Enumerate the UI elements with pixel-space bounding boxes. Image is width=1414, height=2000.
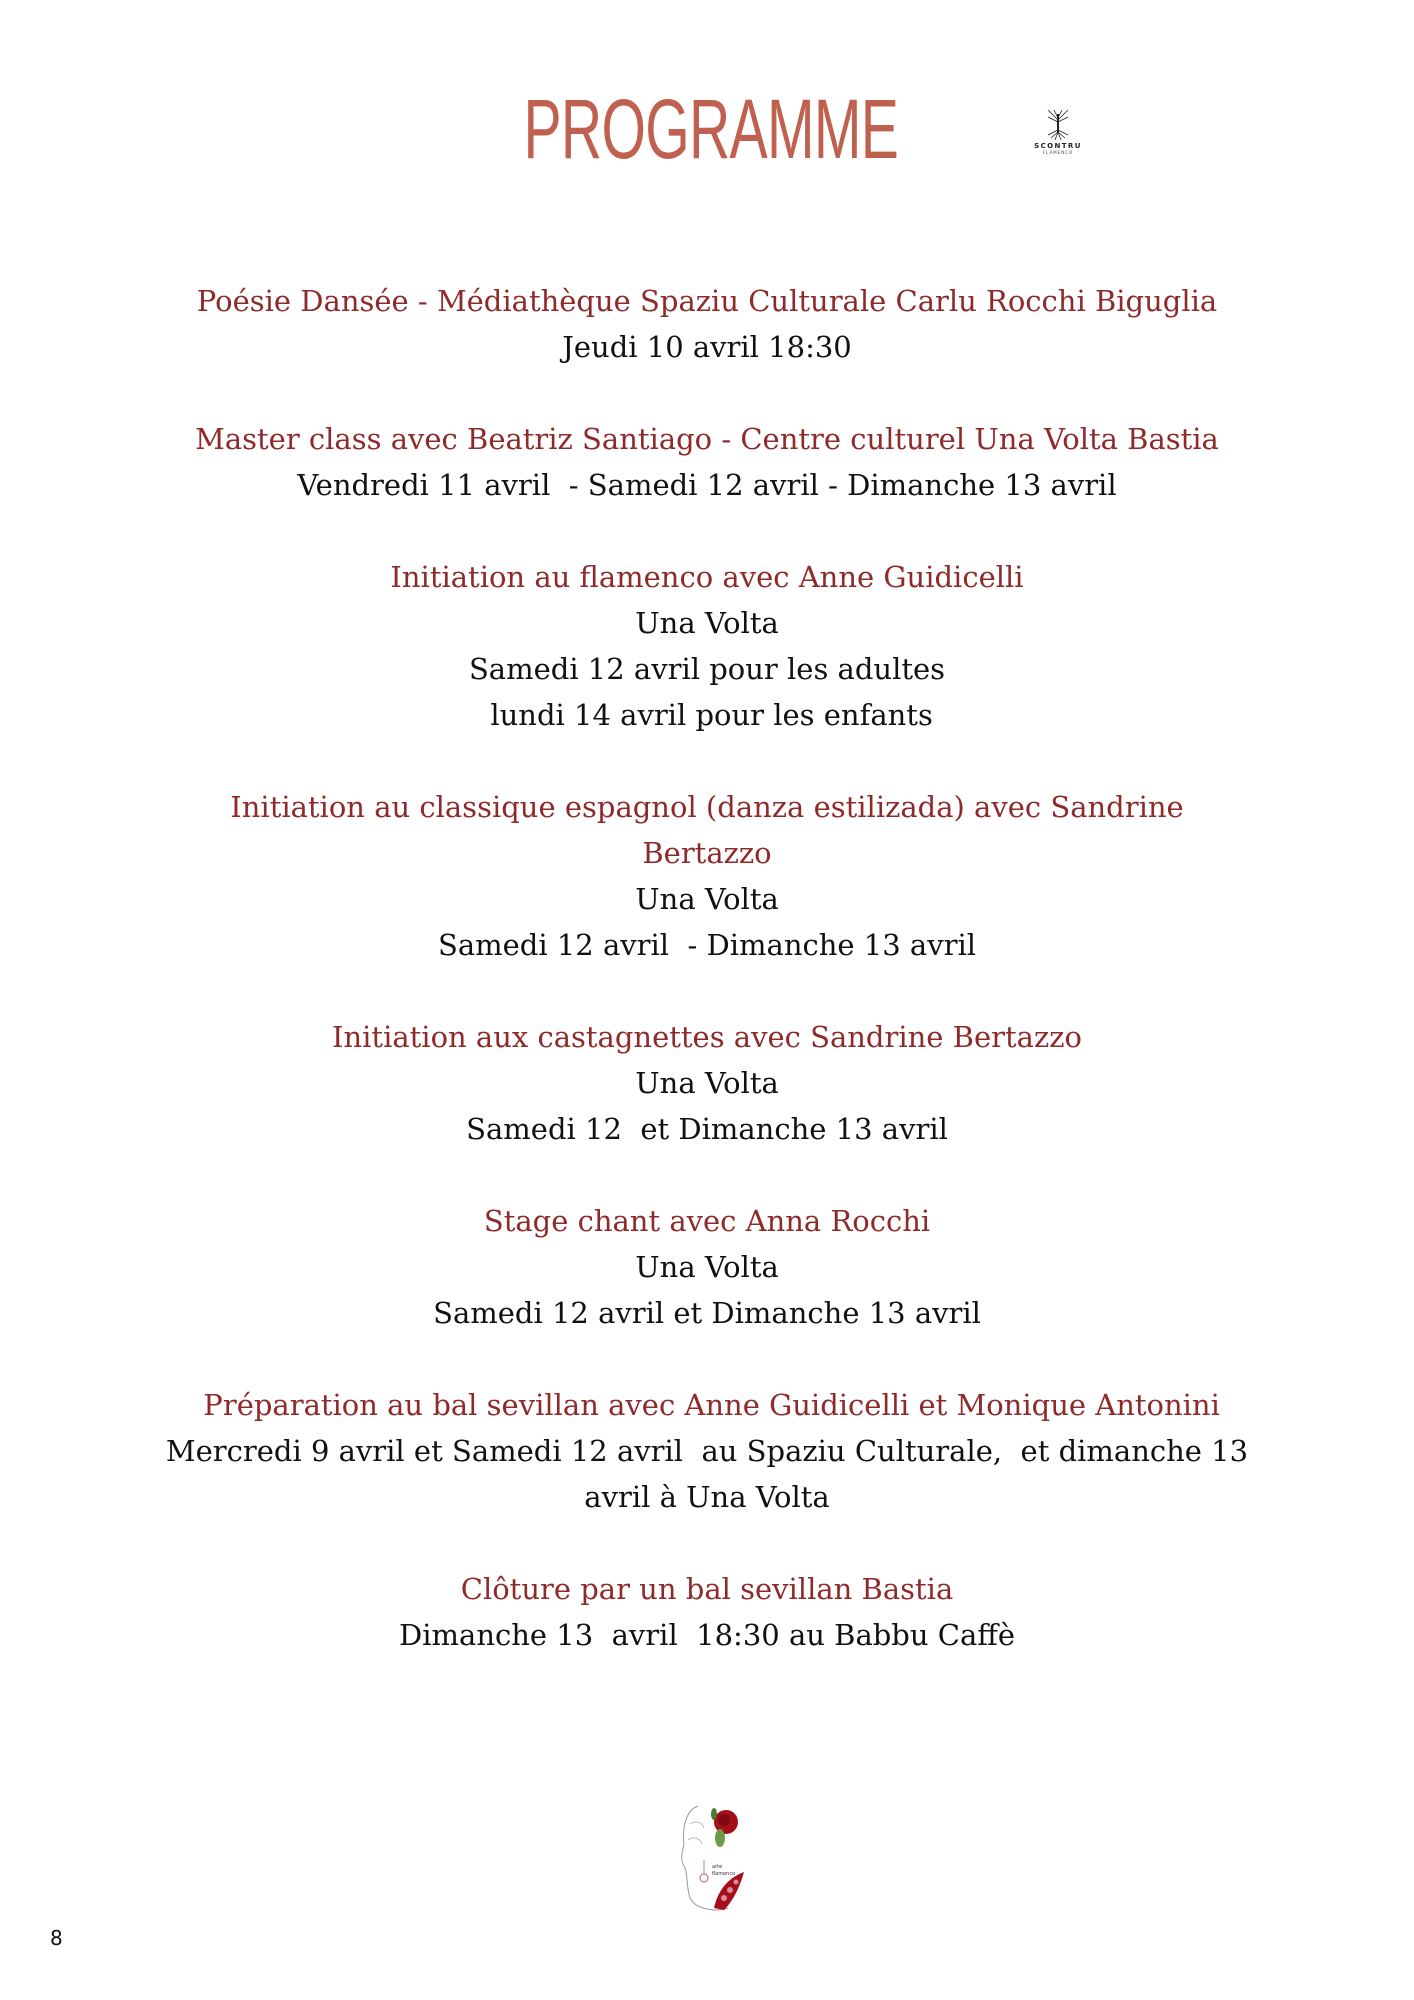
scontru-logo-name: SCONTRU	[1034, 142, 1082, 150]
event-title: Initiation au flamenco avec Anne Guidicelli	[390, 560, 1024, 594]
event-title: Poésie Dansée - Médiathèque Spaziu Culturale Carlu Rocchi Biguglia	[196, 284, 1218, 318]
programme-list	[100, 278, 1314, 1704]
programme-item	[100, 1014, 1314, 1152]
tree-icon	[1043, 108, 1073, 142]
logo-text: arte	[712, 1864, 723, 1870]
event-title: Préparation au bal sevillan avec Anne Guidicelli et Monique Antonini	[194, 1388, 1220, 1422]
event-detail: Samedi 12 avril - Dimanche 13 avril	[437, 928, 977, 962]
event-detail: lundi 14 avril pour les enfants	[481, 698, 933, 732]
scontru-logo	[1026, 108, 1090, 164]
event-title-continued: Bertazzo	[642, 836, 772, 870]
scontru-logo-subtitle: FLAMENCO	[1042, 150, 1074, 155]
event-detail: Mercredi 9 avril et Samedi 12 avril au Spaziu Culturale, et dimanche 13	[165, 1434, 1249, 1468]
event-venue: Una Volta	[635, 882, 779, 916]
event-title: Master class avec Beatriz Santiago - Centre culturel Una Volta Bastia	[195, 422, 1219, 456]
event-venue: Una Volta	[635, 1066, 779, 1100]
event-title: Stage chant avec Anna Rocchi	[483, 1204, 931, 1238]
programme-item	[100, 416, 1314, 508]
programme-item	[100, 1198, 1314, 1336]
event-detail: Samedi 12 avril et Dimanche 13 avril	[433, 1296, 981, 1330]
event-venue: Una Volta	[635, 1250, 779, 1284]
event-title: Initiation au classique espagnol (danza estilizada) avec Sandrine	[230, 790, 1184, 824]
event-detail: Jeudi 10 avril 18:30	[562, 330, 852, 364]
event-detail: Dimanche 13 avril 18:30 au Babbu Caffè	[399, 1618, 1015, 1652]
programme-item	[100, 1382, 1314, 1520]
event-venue: Una Volta	[635, 606, 779, 640]
event-detail: avril à Una Volta	[584, 1480, 830, 1514]
svg-text:flamenco: flamenco	[712, 1871, 736, 1877]
page-number: 8	[50, 1926, 63, 1950]
event-title: Initiation aux castagnettes avec Sandrine Bertazzo	[332, 1020, 1082, 1054]
page-title: PROGRAMME	[523, 82, 899, 176]
event-title: Clôture par un bal sevillan Bastia	[460, 1572, 954, 1606]
programme-item	[100, 278, 1314, 370]
programme-item	[100, 1566, 1314, 1658]
event-detail: Samedi 12 avril pour les adultes	[468, 652, 946, 686]
programme-item	[100, 784, 1314, 968]
event-detail: Samedi 12 et Dimanche 13 avril	[466, 1112, 948, 1146]
event-detail: Vendredi 11 avril - Samedi 12 avril - Dimanche 13 avril	[297, 468, 1117, 502]
programme-item	[100, 554, 1314, 738]
arte-flamenco-logo	[668, 1800, 778, 1915]
